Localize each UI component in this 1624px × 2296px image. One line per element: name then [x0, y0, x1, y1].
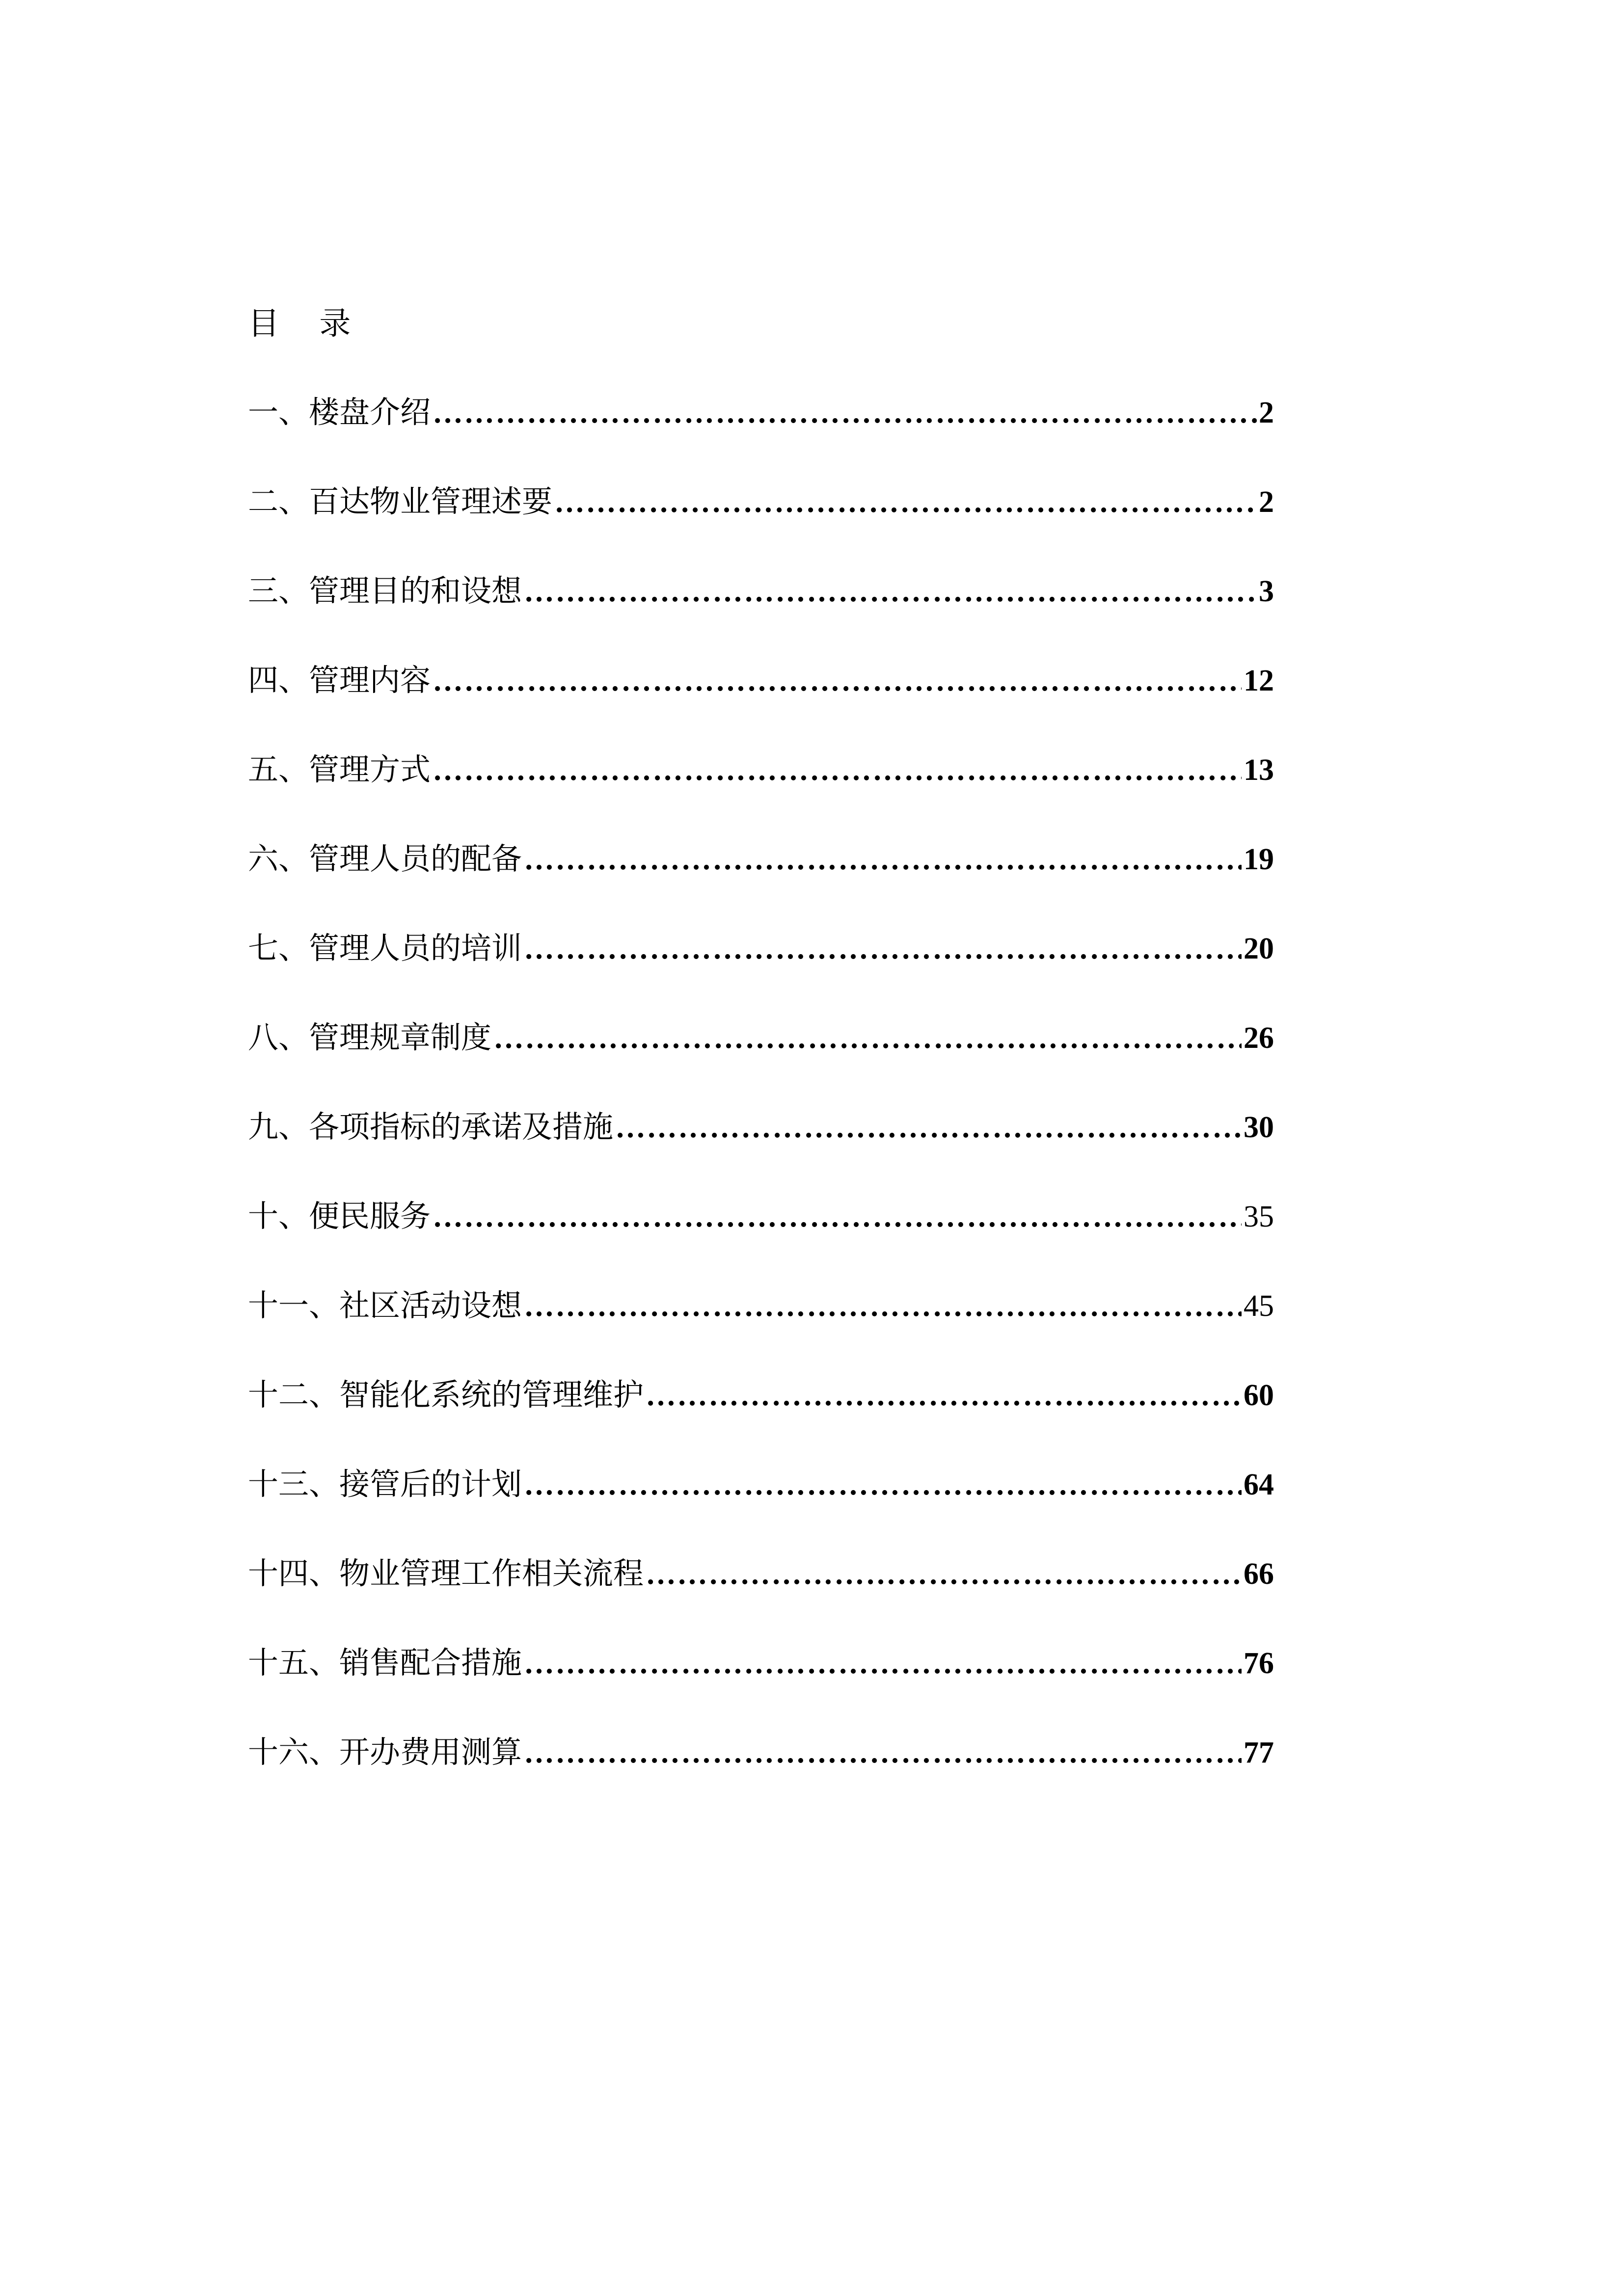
toc-dot-leader — [524, 840, 1242, 879]
toc-dot-leader — [524, 1286, 1242, 1326]
toc-list — [248, 393, 1274, 1822]
toc-entry-label: 十一、社区活动设想 — [248, 1287, 522, 1323]
toc-entry-page: 12 — [1244, 664, 1274, 697]
toc-entry-label: 十五、销售配合措施 — [248, 1645, 522, 1681]
toc-entry-label: 七、管理人员的培训 — [248, 930, 522, 966]
toc-entry-page: 60 — [1244, 1379, 1274, 1412]
toc-entry — [248, 1375, 1274, 1465]
toc-entry-page: 3 — [1259, 575, 1274, 608]
toc-entry-label: 十二、智能化系统的管理维护 — [248, 1377, 644, 1413]
toc-entry-page: 76 — [1244, 1647, 1274, 1680]
toc-entry-page: 45 — [1244, 1289, 1274, 1323]
toc-title: 目 录 — [248, 306, 351, 342]
toc-entry-label: 六、管理人员的配备 — [248, 841, 522, 877]
toc-entry-page: 77 — [1244, 1736, 1274, 1769]
toc-entry — [248, 1554, 1274, 1643]
toc-entry — [248, 1286, 1274, 1375]
toc-entry-page: 20 — [1244, 932, 1274, 965]
toc-entry — [248, 1197, 1274, 1286]
toc-entry-page: 2 — [1259, 485, 1274, 519]
toc-entry-page: 19 — [1244, 843, 1274, 876]
toc-entry-label: 八、管理规章制度 — [248, 1019, 492, 1055]
toc-dot-leader — [493, 1018, 1242, 1058]
toc-dot-leader — [646, 1554, 1242, 1594]
toc-entry — [248, 839, 1274, 929]
toc-entry-label: 一、楼盘介绍 — [248, 394, 431, 430]
toc-entry-label: 十、便民服务 — [248, 1198, 431, 1234]
toc-dot-leader — [433, 750, 1242, 790]
toc-entry-label: 三、管理目的和设想 — [248, 573, 522, 609]
toc-entry-page: 64 — [1244, 1468, 1274, 1501]
toc-entry-page: 30 — [1244, 1111, 1274, 1144]
toc-entry — [248, 1733, 1274, 1822]
toc-entry-label: 二、百达物业管理述要 — [248, 483, 553, 519]
toc-dot-leader — [433, 661, 1242, 700]
toc-entry-label: 十四、物业管理工作相关流程 — [248, 1555, 644, 1591]
toc-entry-label: 十三、接管后的计划 — [248, 1466, 522, 1502]
toc-entry-label: 十六、开办费用测算 — [248, 1734, 522, 1770]
toc-entry-page: 2 — [1259, 396, 1274, 429]
toc-entry — [248, 393, 1274, 482]
toc-entry-page: 13 — [1244, 753, 1274, 787]
toc-entry-label: 四、管理内容 — [248, 662, 431, 698]
toc-entry — [248, 1643, 1274, 1733]
toc-dot-leader — [646, 1376, 1242, 1415]
toc-dot-leader — [524, 1465, 1242, 1504]
toc-entry — [248, 929, 1274, 1018]
toc-entry — [248, 661, 1274, 750]
toc-dot-leader — [615, 1108, 1242, 1147]
toc-entry — [248, 750, 1274, 839]
toc-entry — [248, 571, 1274, 661]
toc-entry-page: 35 — [1244, 1200, 1274, 1233]
toc-entry — [248, 1107, 1274, 1197]
toc-entry-page: 26 — [1244, 1021, 1274, 1055]
toc-entry — [248, 1465, 1274, 1554]
toc-entry-label: 九、各项指标的承诺及措施 — [248, 1109, 614, 1145]
toc-entry — [248, 1018, 1274, 1107]
toc-entry — [248, 482, 1274, 571]
toc-dot-leader — [524, 1644, 1242, 1683]
toc-dot-leader — [433, 1197, 1242, 1236]
toc-dot-leader — [554, 482, 1257, 522]
toc-dot-leader — [524, 1733, 1242, 1772]
toc-dot-leader — [524, 572, 1257, 611]
toc-dot-leader — [524, 929, 1242, 968]
toc-dot-leader — [433, 393, 1257, 432]
toc-entry-page: 66 — [1244, 1557, 1274, 1591]
toc-entry-label: 五、管理方式 — [248, 751, 431, 787]
